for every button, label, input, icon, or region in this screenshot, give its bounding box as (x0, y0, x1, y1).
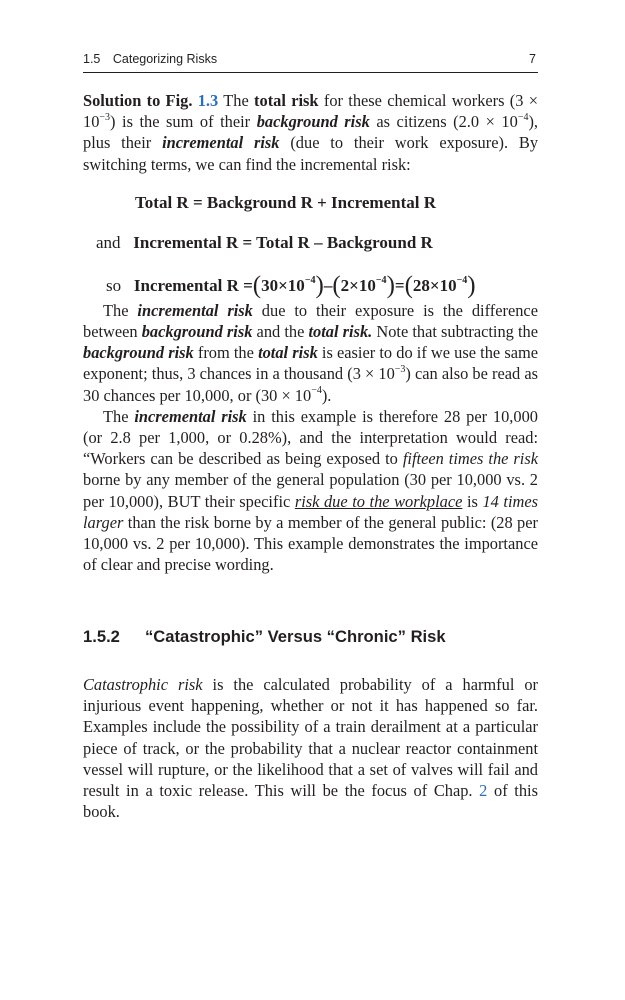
equation-2: and Incremental R = Total R – Background R (96, 232, 433, 252)
section-body (83, 674, 538, 822)
chapter-link[interactable]: 2 (479, 781, 488, 801)
section-heading (83, 627, 538, 647)
solution-label: Solution to Fig. (83, 91, 193, 110)
running-header (83, 50, 538, 73)
paragraph-exponent: The incremental risk due to their exposure is the difference between background risk and the total risk. Note that subtracting the background risk from the total risk is easier to do if we use the same exponent; thus, 3 chances in a thousand $(3 \times 10^{-3})$ can also be read as 30 chances per 10,000, or $(30 \times 10^{-4})$. (83, 300, 539, 405)
paragraph-catastrophic: Catastrophic risk is the calculated probability of a harmful or injurious event happening, whether or not it has happened so far. Examples include the possibility of a train derailment at a particular piece of track, or the probability that a nuclear reactor containment vessel will rupture, or the likelihood that a set of valves will fail and result in a toxic release. This will be the focus of Chap. 2 of this book. (83, 675, 538, 822)
term-total-risk: total risk (254, 91, 319, 110)
equation-3: so Incremental $R =(30\times 10^{-4})-(2\times 10^{-4})=(28\times 10^{-4})$ (106, 271, 476, 299)
page-number: 7 (529, 52, 536, 66)
section-title: “Catastrophic” Versus “Chronic” Risk (145, 627, 446, 646)
term-background-risk: background risk (256, 112, 370, 132)
paragraph-interpretation: The incremental risk in this example is therefore 28 per 10,000 (or 2.8 per 1,000, or 0.28%), and the interpretation would read: “Workers can be described as being exposed to fifteen times the risk borne by any member of the general population (30 per 10,000 vs. 2 per 10,000), BUT their specific risk due to the workplace is 14 times larger than the risk borne by a member of the general public: (28 per 10,000 vs. 2 per 10,000). This example demonstrates the importance of clear and precise wording. (83, 406, 538, 575)
body-text (83, 90, 538, 575)
running-header-section: 1.5 Categorizing Risks (83, 52, 218, 66)
section-number: 1.5.2 (83, 627, 120, 646)
term-incremental-risk: incremental risk (162, 133, 280, 153)
equation-1: Total R = Background R + Incremental R (135, 192, 437, 212)
solution-paragraph: Solution to Fig. 1.3 The total risk for these chemical workers $(3 \times 10^{-3})$ is the sum of their background risk as citizens $(2.0 \times 10^{-4})$, plus their incremental risk (due to their work exposure). By switching terms, we can find the incremental risk: (83, 91, 539, 174)
figure-link[interactable]: 1.3 (197, 91, 219, 110)
